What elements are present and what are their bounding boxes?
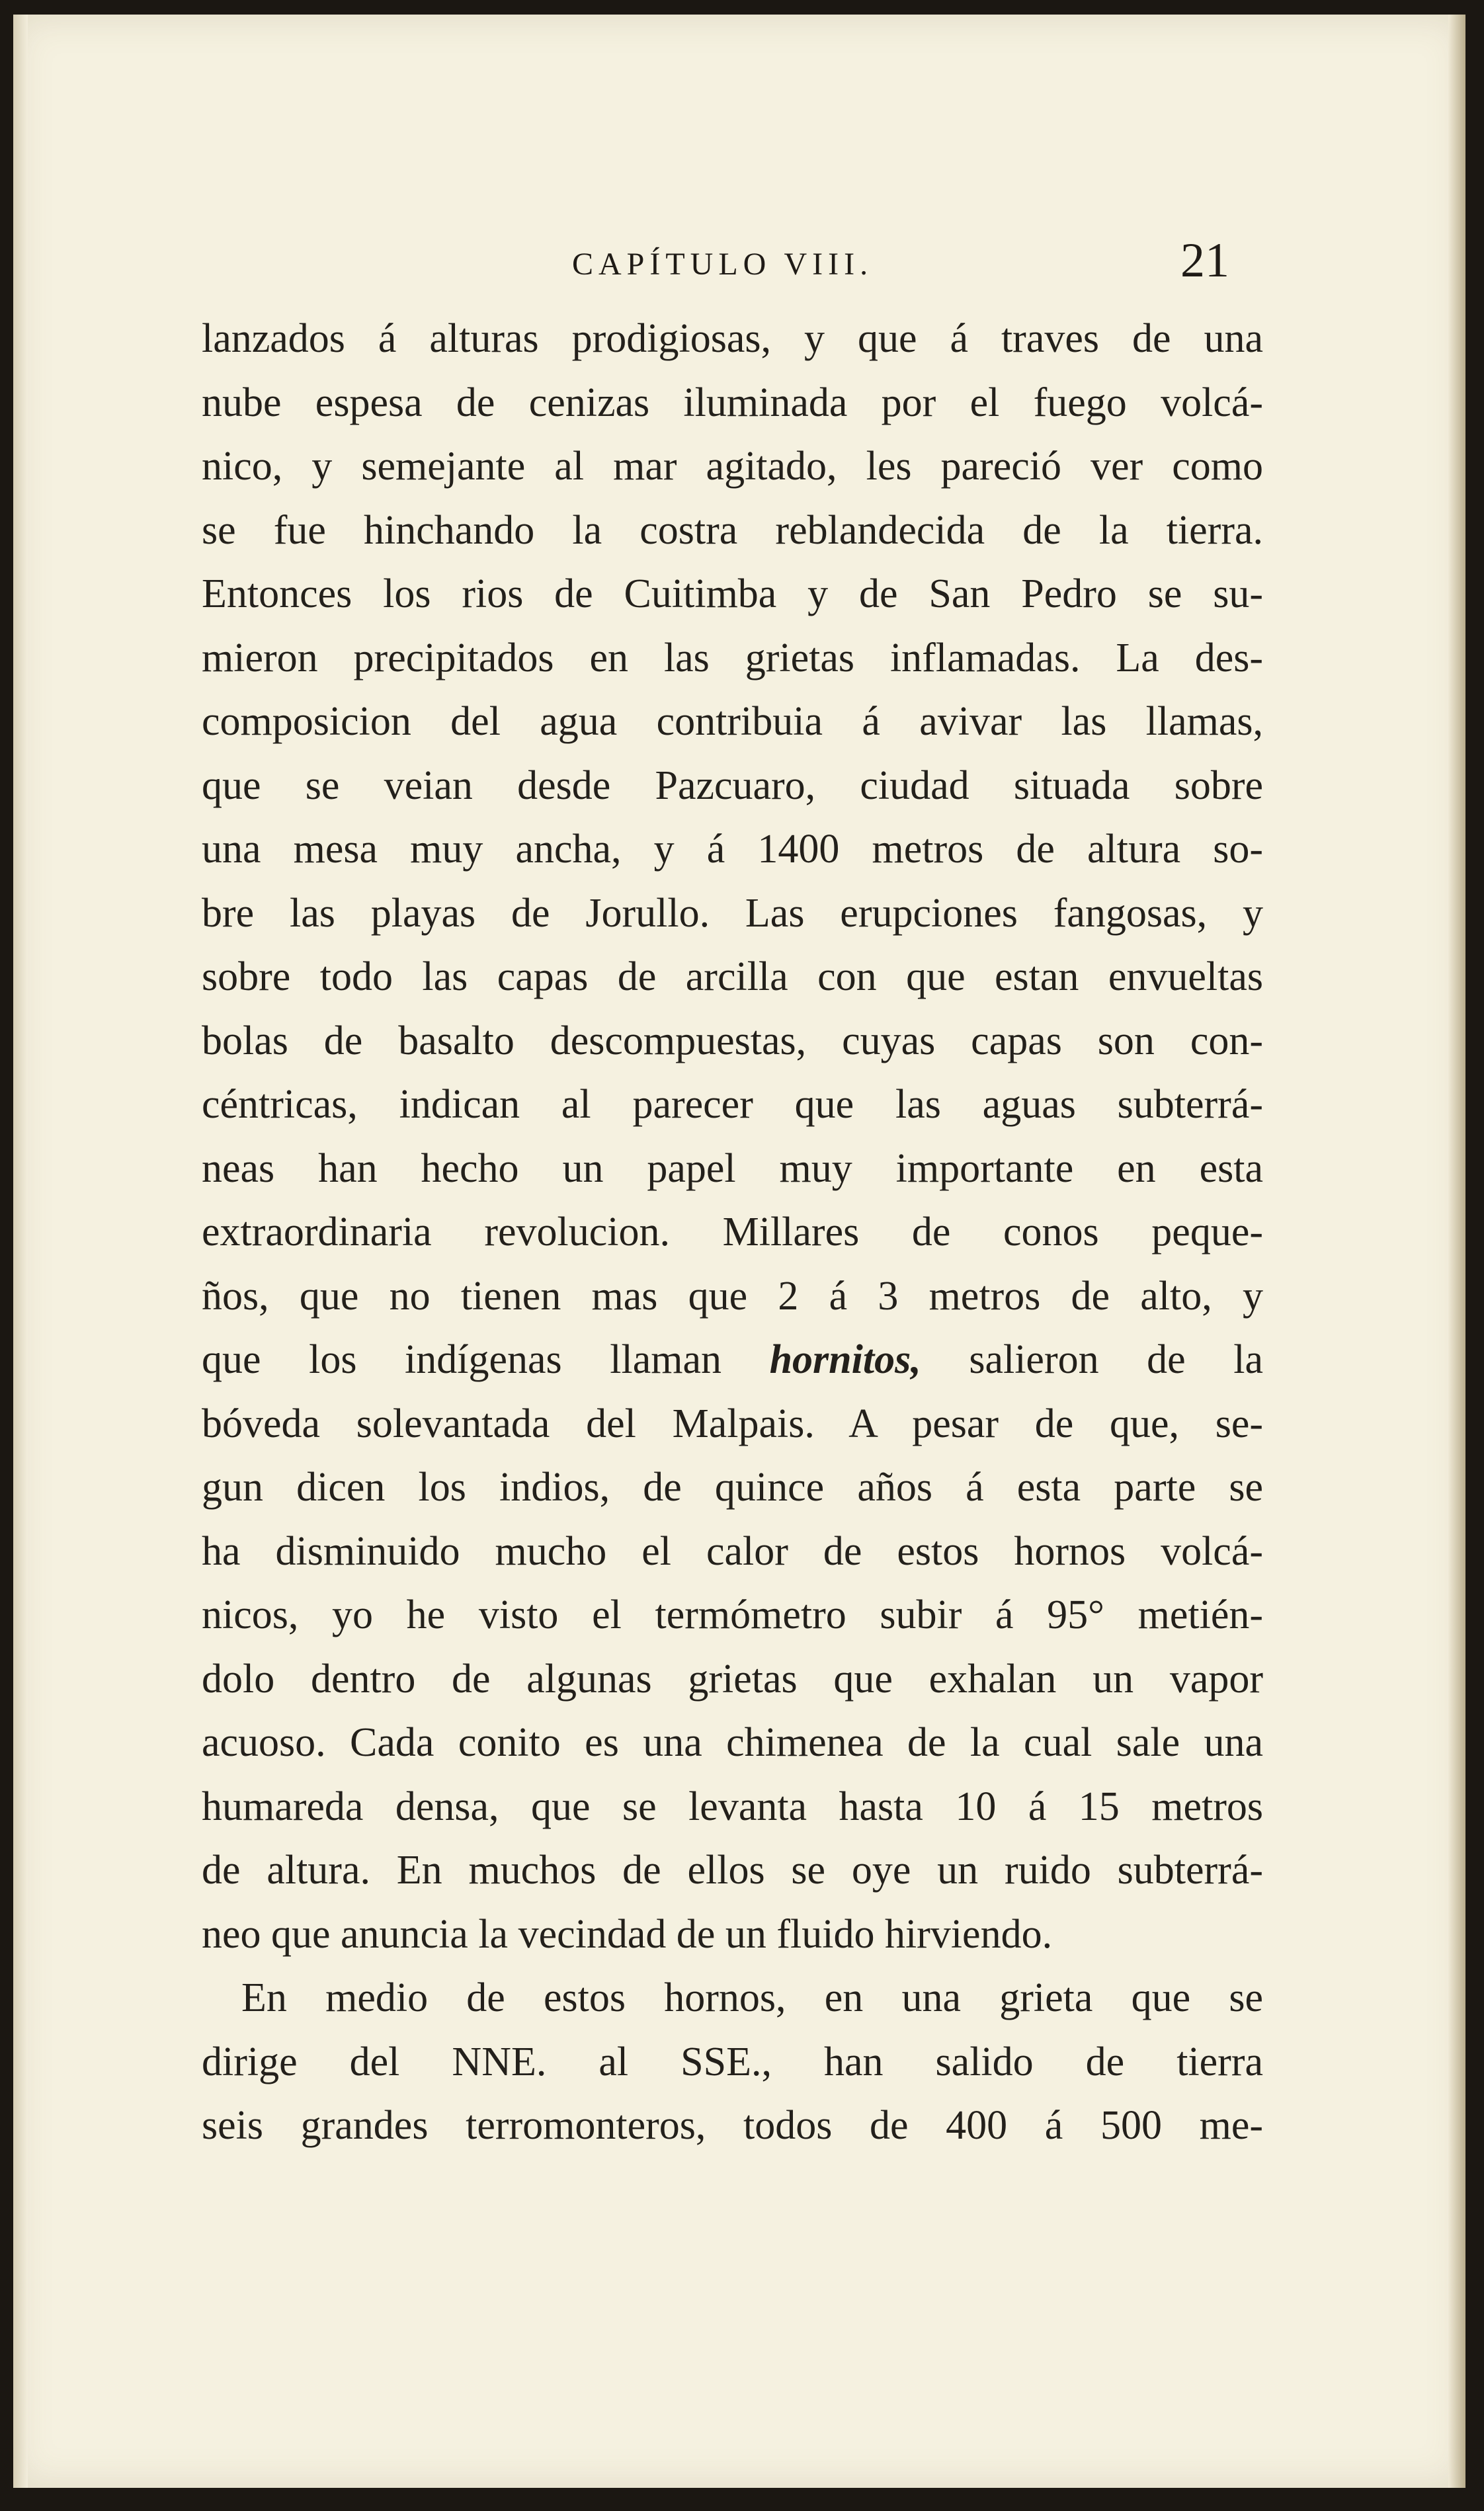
- text-line: nube espesa de cenizas iluminada por el fuego volcá-: [202, 380, 1263, 425]
- running-head: [13, 233, 1465, 306]
- text-line-with-italic: [202, 1328, 1263, 1392]
- page-left-edge: [13, 15, 28, 2488]
- text-line: ha disminuido mucho el calor de estos hornos volcá-: [202, 1528, 1263, 1574]
- text-line: neas han hecho un papel muy importante en esta: [202, 1145, 1263, 1191]
- text-line: seis grandes terromonteros, todos de 400 á 500 me-: [202, 2103, 1263, 2148]
- body-text: [202, 307, 1263, 2158]
- page-right-edge: [1448, 15, 1465, 2488]
- paragraph-end-line: neo que anuncia la vecindad de un fluido hirviendo.: [202, 1911, 1053, 1957]
- italic-term: hornitos,: [769, 1337, 921, 1382]
- chapter-heading: CAPÍTULO VIII.: [572, 247, 874, 282]
- text-line: de altura. En muchos de ellos se oye un ruido subterrá-: [202, 1848, 1263, 1893]
- page-number: 21: [1180, 233, 1229, 288]
- text-line: Entonces los rios de Cuitimba y de San Pedro se su-: [202, 571, 1263, 616]
- text-line: bolas de basalto descompuestas, cuyas capas son con-: [202, 1018, 1263, 1063]
- text-line: lanzados á alturas prodigiosas, y que á traves de una: [202, 316, 1263, 361]
- text-line: ños, que no tienen mas que 2 á 3 metros de alto, y: [202, 1273, 1263, 1319]
- text-segment: que los indígenas llaman: [202, 1337, 721, 1382]
- text-line: una mesa muy ancha, y á 1400 metros de altura so-: [202, 827, 1263, 872]
- text-line: céntricas, indican al parecer que las aguas subterrá-: [202, 1082, 1263, 1127]
- text-line: que se veian desde Pazcuaro, ciudad situada sobre: [202, 762, 1263, 808]
- text-line: nico, y semejante al mar agitado, les pareció ver como: [202, 444, 1263, 489]
- text-line: gun dicen los indios, de quince años á esta parte se: [202, 1465, 1263, 1510]
- paragraph-start-line: En medio de estos hornos, en una grieta que se: [241, 1975, 1263, 2020]
- text-line: extraordinaria revolucion. Millares de conos peque-: [202, 1210, 1263, 1255]
- text-line: humareda densa, que se levanta hasta 10 á 15 metros: [202, 1784, 1263, 1829]
- book-page: [13, 15, 1465, 2488]
- text-line: sobre todo las capas de arcilla con que estan envueltas: [202, 954, 1263, 999]
- text-line: composicion del agua contribuia á avivar las llamas,: [202, 699, 1263, 744]
- text-line: mieron precipitados en las grietas inflamadas. La des-: [202, 635, 1263, 680]
- text-line: acuoso. Cada conito es una chimenea de la cual sale una: [202, 1720, 1263, 1765]
- text-line: dolo dentro de algunas grietas que exhalan un vapor: [202, 1656, 1263, 1702]
- text-line: dirige del NNE. al SSE., han salido de tierra: [202, 2039, 1263, 2084]
- text-line: se fue hinchando la costra reblandecida de la tierra.: [202, 507, 1263, 553]
- text-segment: salieron de la: [969, 1337, 1264, 1382]
- text-line: bóveda solevantada del Malpais. A pesar de que, se-: [202, 1401, 1263, 1446]
- text-line: bre las playas de Jorullo. Las erupciones fangosas, y: [202, 890, 1263, 936]
- text-line: nicos, yo he visto el termómetro subir á 95° metién-: [202, 1592, 1263, 1637]
